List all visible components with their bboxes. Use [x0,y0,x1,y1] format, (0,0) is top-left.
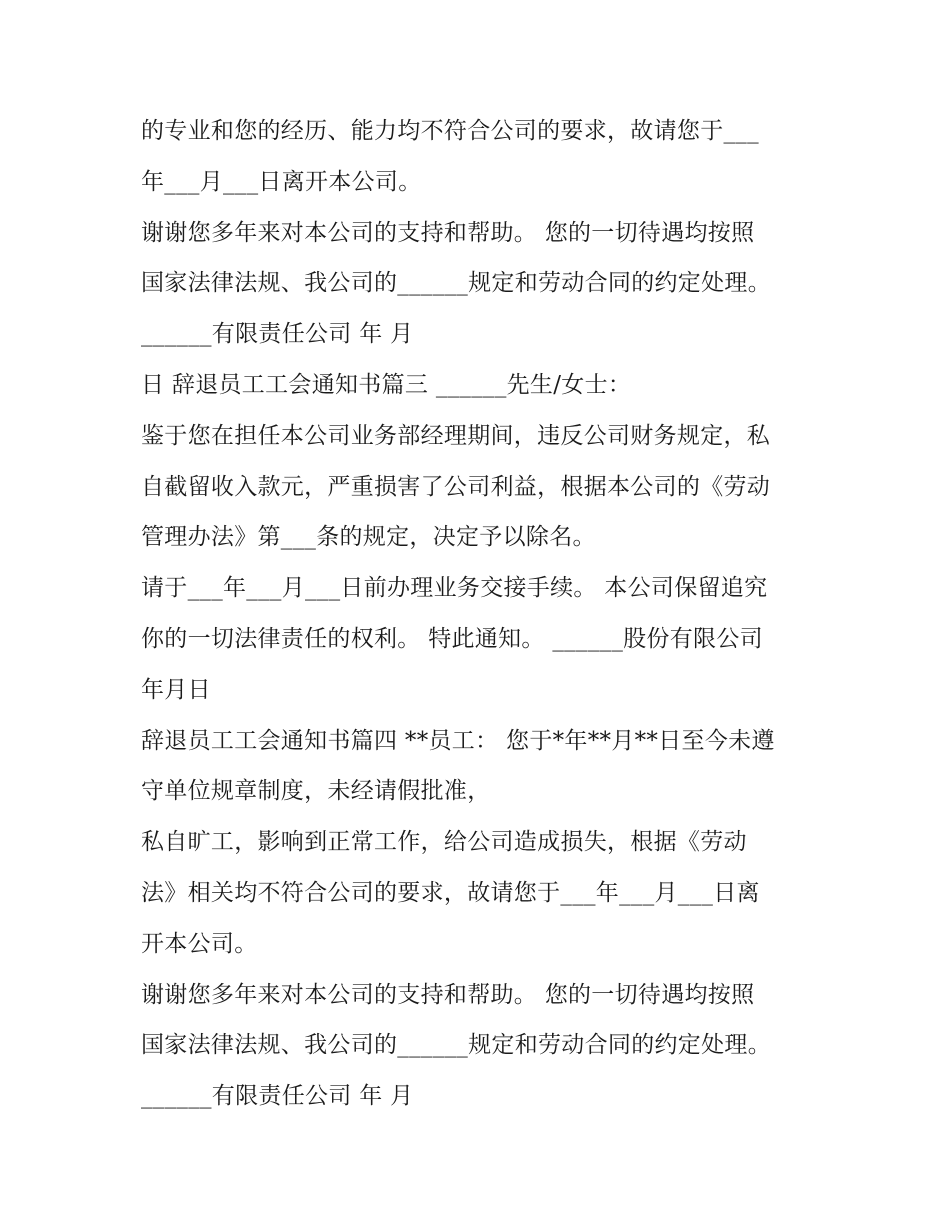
text-line-7: 鉴于您在担任本公司业务部经理期间，违反公司财务规定，私 [141,422,771,449]
text-line-2: 年___月___日离开本公司。 [141,168,422,195]
text-line-8: 自截留收入款元，严重损害了公司利益，根据本公司的《劳动 [141,473,771,500]
text-line-5: ______有限责任公司 年 月 [141,321,414,348]
text-line-3: 谢谢您多年来对本公司的支持和帮助。 您的一切待遇均按照 [141,219,755,246]
text-line-11: 你的一切法律责任的权利。 特此通知。 ______股份有限公司 [141,625,763,652]
text-line-20: ______有限责任公司 年 月 [141,1083,414,1110]
text-line-6: 日 辞退员工工会通知书篇三 ______先生/女士： [141,371,632,398]
text-line-1: 的专业和您的经历、能力均不符合公司的要求，故请您于___ [141,118,759,144]
text-line-9: 管理办法》第___条的规定，决定予以除名。 [141,524,596,551]
text-line-15: 私自旷工，影响到正常工作，给公司造成损失，根据《劳动 [141,829,747,856]
text-line-12: 年月日 [141,676,211,703]
document-body [141,106,821,1122]
text-line-13: 辞退员工工会通知书篇四 **员工： 您于*年**月**日至今未遵 [141,727,775,754]
text-line-4: 国家法律法规、我公司的______规定和劳动合同的约定处理。 [141,270,771,297]
text-line-10: 请于___年___月___日前办理业务交接手续。 本公司保留追究 [141,575,768,602]
text-line-14: 守单位规章制度，未经请假批准， [141,778,491,805]
text-line-16: 法》相关均不符合公司的要求，故请您于___年___月___日离 [141,879,760,906]
text-line-18: 谢谢您多年来对本公司的支持和帮助。 您的一切待遇均按照 [141,981,755,1008]
text-line-17: 开本公司。 [141,930,258,957]
text-line-19: 国家法律法规、我公司的______规定和劳动合同的约定处理。 [141,1032,771,1059]
